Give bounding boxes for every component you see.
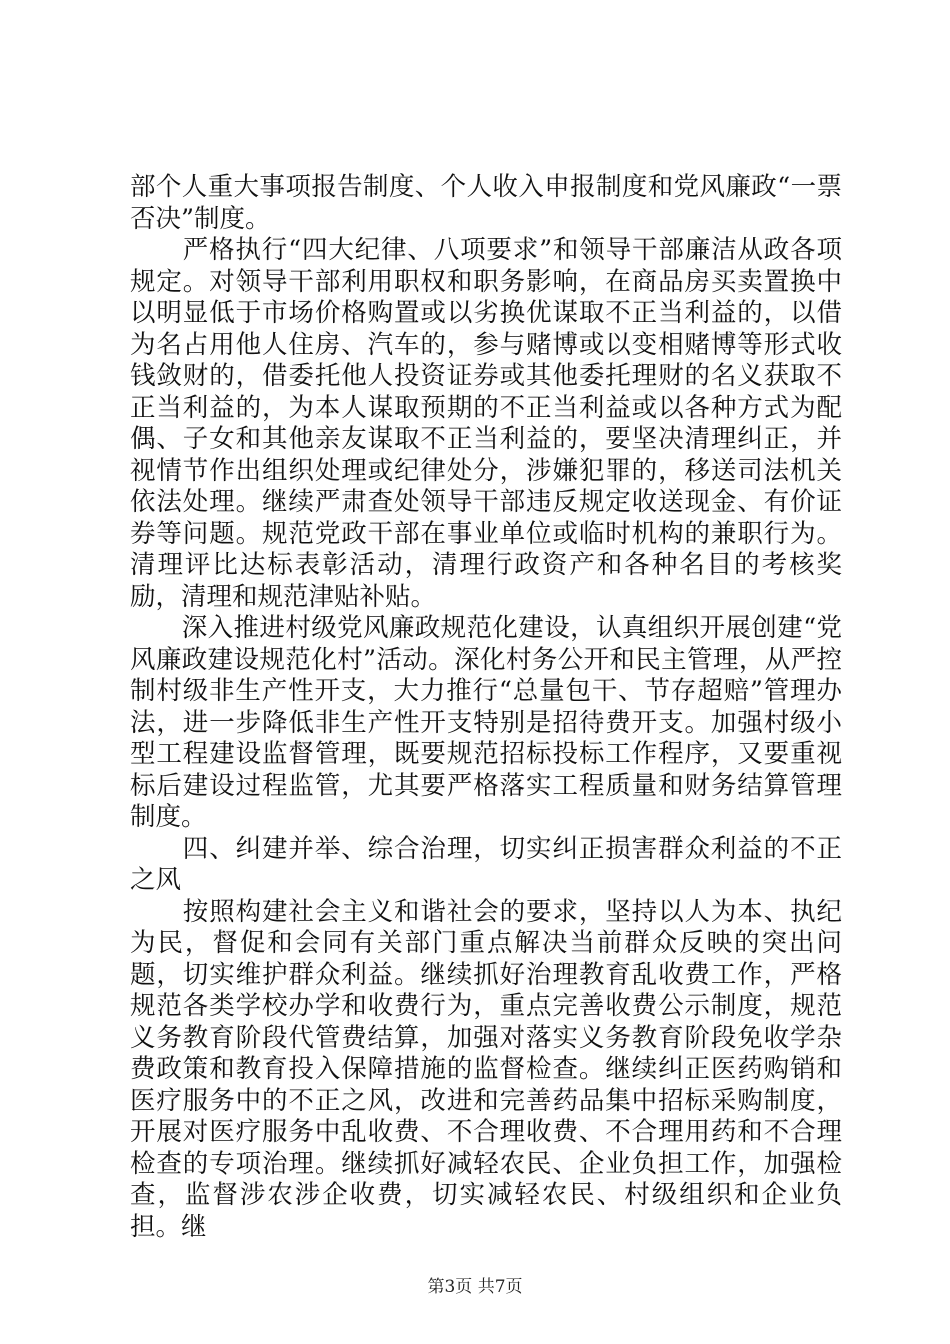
paragraph-3: 深入推进村级党风廉政规范化建设，认真组织开展创建“党风廉政建设规范化村”活动。深化村务公开和民主管理，从严控制村级非生产性开支，大力推行“总量包干、节存超赔”管理办法，进一步降低非生产性开支特别是招待费开支。加强村级小型工程建设监督管理，既要规范招标投标工作程序，又要重视标后建设过程监管，尤其要严格落实工程质量和财务结算管理制度。 bbox=[130, 613, 842, 832]
paragraph-1: 部个人重大事项报告制度、个人收入申报制度和党风廉政“一票否决”制度。 bbox=[130, 172, 842, 234]
section-heading: 四、纠建并举、综合治理，切实纠正损害群众利益的不正之风 bbox=[130, 833, 842, 895]
paragraph-2: 严格执行“四大纪律、八项要求”和领导干部廉洁从政各项规定。对领导干部利用职权和职务影响，在商品房买卖置换中以明显低于市场价格购置或以劣换优谋取不正当利益的，以借为名占用他人住房、汽车的，参与赌博或以变相赌博等形式收钱敛财的，借委托他人投资证券或其他委托理财的名义获取不正当利益的，为本人谋取预期的不正当利益或以各种方式为配偶、子女和其他亲友谋取不正当利益的，要坚决清理纠正，并视情节作出组织处理或纪律处分，涉嫌犯罪的，移送司法机关依法处理。继续严肃查处领导干部违反规定收送现金、有价证券等问题。规范党政干部在事业单位或临时机构的兼职行为。清理评比达标表彰活动，清理行政资产和各种名目的考核奖励，清理和规范津贴补贴。 bbox=[130, 235, 842, 612]
paragraph-5: 按照构建社会主义和谐社会的要求，坚持以人为本、执纪为民，督促和会同有关部门重点解决当前群众反映的突出问题，切实维护群众利益。继续抓好治理教育乱收费工作，严格规范各类学校办学和收费行为，重点完善收费公示制度，规范义务教育阶段代管费结算，加强对落实义务教育阶段免收学杂费政策和教育投入保障措施的监督检查。继续纠正医药购销和医疗服务中的不正之风，改进和完善药品集中招标采购制度，开展对医疗服务中乱收费、不合理收费、不合理用药和不合理检查的专项治理。继续抓好减轻农民、企业负担工作，加强检查，监督涉农涉企收费，切实减轻农民、村级组织和企业负担。继 bbox=[130, 896, 842, 1242]
document-body bbox=[130, 172, 842, 1243]
page-footer: 第3页 共7页 bbox=[427, 1277, 523, 1297]
